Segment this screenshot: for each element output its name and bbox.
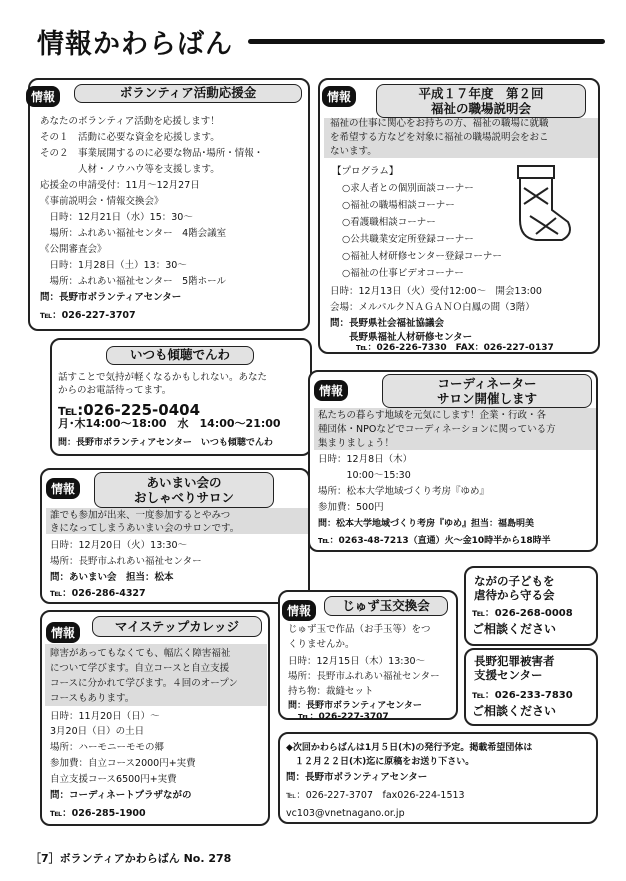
coordinator-contact: 問：松本大学地域づくり考房『ゆめ』担当：福島明美 [318,519,535,529]
child-protection-title: 虐待から守る会 [474,588,555,602]
aimai-contact: 問：あいまい会 担当：松本 [50,572,174,583]
job-contact: 長野県福祉人材研修センター [330,332,473,343]
info-tag: 情報 [314,380,348,401]
mystep-college-box [40,610,270,826]
volunteer-line: その２ 事業展開するのに必要な物品･場所・情報・ [40,148,264,159]
aimai-salon-box [40,468,310,604]
juzu-line: くりませんか。 [288,639,355,650]
juzu-line: 日時：12月15日（木）13:30～ [288,656,426,667]
crime-support-title: 支援センター [474,668,543,682]
job-line: を希望する方などを対象に福祉の職場説明会をおこ [330,132,549,143]
juzu-contact: 問：長野市ボランティアセンター [288,701,422,711]
volunteer-line: その１ 活動に必要な資金を応援します。 [40,132,220,143]
next-issue-line: １２月２２日(木)迄に原稿をお送り下さい。 [286,757,475,767]
volunteer-fund-box [28,78,310,331]
job-program-item: ○公共職業安定所登録コーナー [342,234,474,245]
next-issue-box [278,732,598,824]
job-program-item: ○求人者との個別面談コーナー [342,183,474,194]
volunteer-line: 応援金の申請受付：11月～12月27日 [40,180,200,191]
job-line: 【プログラム】 [332,166,399,177]
volunteer-line: 場所：ふれあい福祉センター 4階会議室 [40,228,227,239]
listening-phone-title: いつも傾聴でんわ [106,346,254,365]
volunteer-line: あなたのボランティア活動を応援します！ [40,116,220,127]
job-line: ないます。 [330,146,377,157]
crime-support-consult: ご相談ください [472,704,557,718]
title-rule [248,39,605,44]
crime-victim-support-box [464,648,598,726]
coordinator-line: 10:00～15:30 [318,470,411,481]
aimai-tel: ℡：026-286-4327 [50,588,146,599]
coordinator-line: 私たちの暮らす地域を元気にします！企業・行政・各 [318,410,547,421]
job-program-item: ○福祉の仕事ビデオコーナー [342,268,464,279]
coordinator-line: 日時：12月8日（木） [318,454,413,465]
info-tag: 情報 [322,86,356,107]
volunteer-line: 《事前説明会・情報交換会》 [40,196,164,207]
aimai-line: 誰でも参加が出来、一度参加するとやみつ [50,510,231,521]
juzu-line: 持ち物：裁縫セット [288,686,374,697]
next-issue-email: vc103@vnetnagano.or.jp [286,808,405,819]
child-protection-title: ながの子どもを [474,574,555,588]
info-tag: 情報 [46,622,80,643]
coordinator-title: コーディネーター サロン開催します [382,374,592,408]
mystep-tel: ℡：026-285-1900 [50,808,146,819]
mystep-contact: 問：コーディネートプラザながの [50,790,192,801]
listening-hours: 月･木14:00～18:00 水 14:00～21:00 [58,417,281,430]
volunteer-line: 場所：ふれあい福祉センター 5階ホール [40,276,226,287]
juzu-line: じゅず玉で作品（お手玉等）をつ [288,624,431,635]
juzu-line: 場所：長野市ふれあい福祉センター [288,671,440,682]
aimai-line: 場所：長野市ふれあい福祉センター [50,556,202,567]
next-issue-contact: 問：長野市ボランティアセンター [286,772,428,783]
crime-support-tel: ℡：026-233-7830 [472,690,573,701]
job-fair-box [318,78,600,354]
crime-support-title: 長野犯罪被害者 [474,654,555,668]
coordinator-line: 集まりましょう！ [318,438,395,449]
coordinator-salon-box [308,370,598,552]
coordinator-line: 参加費：500円 [318,502,384,513]
juzu-title: じゅず玉交換会 [324,596,448,616]
mystep-line: について学びます。自立コースと自立支援 [50,663,230,674]
info-tag: 情報 [282,600,316,621]
volunteer-line: 日時：1月28日（土）13：30～ [40,260,187,271]
mystep-line: 日時：11月20日（日）～ [50,711,160,722]
volunteer-tel: ℡：026-227-3707 [40,310,136,321]
juzu-tel: ℡：026-227-3707 [298,712,389,722]
volunteer-line: 人材・ノウハウ等を支援します。 [40,164,220,175]
next-issue-line: ◆次回かわらばんは1月５日(木)の発行予定。掲載希望団体は [286,743,533,753]
job-line: 日時：12月13日（火）受付12:00～ 開会13:00 [330,286,542,297]
mystep-line: 自立支援コース6500円+実費 [50,774,177,785]
listening-line: からのお電話待ってます。 [58,385,172,396]
mystep-line: 障害があってもなくても、幅広く障害福祉 [50,648,231,659]
job-program-item: ○福祉の職場相談コーナー [342,200,455,211]
job-tel: ℡：026-226-7330 FAX：026-227-0137 [356,343,554,353]
volunteer-line: 《公開審査会》 [40,244,107,255]
mystep-line: 3月20日（日）の土日 [50,726,145,737]
child-protection-consult: ご相談ください [472,622,557,636]
aimai-line: きになってしまうあいまい会のサロンです。 [50,523,240,534]
coordinator-tel: ℡：0263-48-7213（直通）火～金10時半から18時半 [318,536,551,546]
volunteer-fund-title: ボランティア活動応援金 [74,84,302,103]
listening-phone-box [50,338,312,456]
coordinator-line: 種団体・NPOなどでコーディネーションに関っている方 [318,424,556,435]
volunteer-line: 日時：12月21日（水）15：30～ [40,212,193,223]
aimai-line: 日時：12月20日（火）13:30～ [50,540,188,551]
job-program-item: ○看護職相談コーナー [342,217,436,228]
page-title: 情報かわらばん [37,29,233,60]
next-issue-tel: ℡：026-227-3707 fax026-224-1513 [286,790,465,801]
listening-contact: 問：長野市ボランティアセンター いつも傾聴でんわ [58,438,273,448]
aimai-title: あいまい会の おしゃべりサロン [94,472,274,508]
mystep-line: 場所：ハーモニーモモの郷 [50,742,165,753]
mystep-title: マイステップカレッジ [92,616,262,637]
child-protection-box [464,566,598,646]
juzu-exchange-box [278,590,458,720]
volunteer-contact: 問：長野市ボランティアセンター [40,292,182,303]
job-fair-title: 平成１７年度 第２回 福祉の職場説明会 [376,84,586,118]
job-contact: 問：長野県社会福祉協議会 [330,318,445,329]
info-tag: 情報 [26,86,60,107]
child-protection-tel: ℡：026-268-0008 [472,608,573,619]
job-program-item: ○福祉人材研修センター登録コーナー [342,251,502,262]
job-line: 会場：メルパルクＮＡＧＡＮＯ白鳳の間（3階） [330,302,535,313]
page-footer: ［7］ボランティアかわらばん No. 278 [30,852,232,865]
info-tag: 情報 [46,478,80,499]
mystep-line: コースもあります。 [50,693,135,704]
christmas-stocking-icon [506,164,576,246]
coordinator-line: 場所：松本大学地域づくり考房『ゆめ』 [318,486,490,497]
mystep-line: 参加費：自立コース2000円+実費 [50,758,196,769]
mystep-line: コースに分かれて学びます。４回のオープン [50,678,238,689]
listening-line: 話すことで気持が軽くなるかもしれない。あなた [58,372,268,383]
job-line: 福祉の仕事に関心をお持ちの方、福祉の職場に就職 [330,118,549,129]
listening-tel: ℡:026-225-0404 [58,401,201,419]
